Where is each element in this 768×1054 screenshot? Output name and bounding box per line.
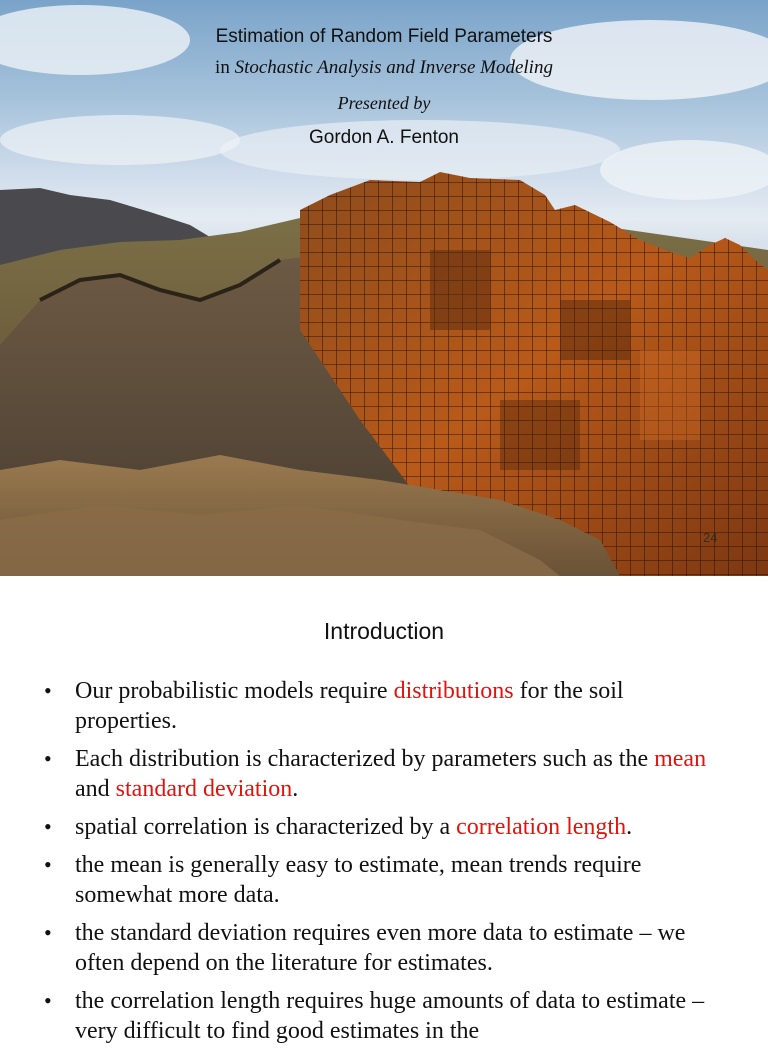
bullet-item (0, 986, 768, 1046)
bullet-marker: • (44, 852, 52, 877)
bullet-marker: • (44, 920, 52, 945)
bullet-item (0, 676, 768, 736)
bullet-text: Our probabilistic models require (75, 678, 394, 704)
bullet-marker: • (44, 746, 52, 771)
bullet-text: . (292, 776, 299, 802)
bullet-text: the standard deviation requires even more data to estimate – we often depend on the literature for estimates. (75, 920, 686, 976)
bullet-item (0, 850, 768, 910)
highlighted-term: mean (654, 746, 707, 772)
highlighted-term: correlation length (456, 814, 627, 840)
bullet-text: the mean is generally easy to estimate, mean trends require somewhat more data. (75, 852, 642, 908)
bullet-item (0, 744, 768, 804)
slide-title: Estimation of Random Field Parameters (215, 26, 553, 47)
presented-by-label: Presented by (337, 93, 431, 113)
bullet-item (0, 812, 768, 842)
bullet-text: for the soil properties. (75, 678, 624, 734)
bullet-marker: • (44, 678, 52, 703)
page-number: 24 (703, 530, 718, 545)
bullet-list (0, 676, 768, 1054)
slide-subtitle (0, 57, 768, 79)
bullet-item (0, 918, 768, 978)
highlighted-term: standard deviation (115, 776, 293, 802)
slide-heading: Introduction (323, 618, 445, 644)
bullet-marker: • (44, 988, 52, 1013)
subtitle-prefix: in (215, 57, 235, 78)
subtitle-italic: Stochastic Analysis and Inverse Modeling (234, 57, 553, 78)
bullet-text: spatial correlation is characterized by a (75, 814, 457, 840)
bullet-text: Each distribution is characterized by parameters such as the (75, 746, 655, 772)
bullet-text: . (626, 814, 633, 840)
introduction-slide (0, 576, 768, 1044)
bullet-text: and (75, 776, 116, 802)
bullet-text: the correlation length requires huge amounts of data to estimate – very difficult to find good estimates in the (75, 988, 705, 1044)
author-name: Gordon A. Fenton (309, 127, 459, 148)
highlighted-term: distributions (393, 678, 514, 704)
bullet-marker: • (44, 814, 52, 839)
